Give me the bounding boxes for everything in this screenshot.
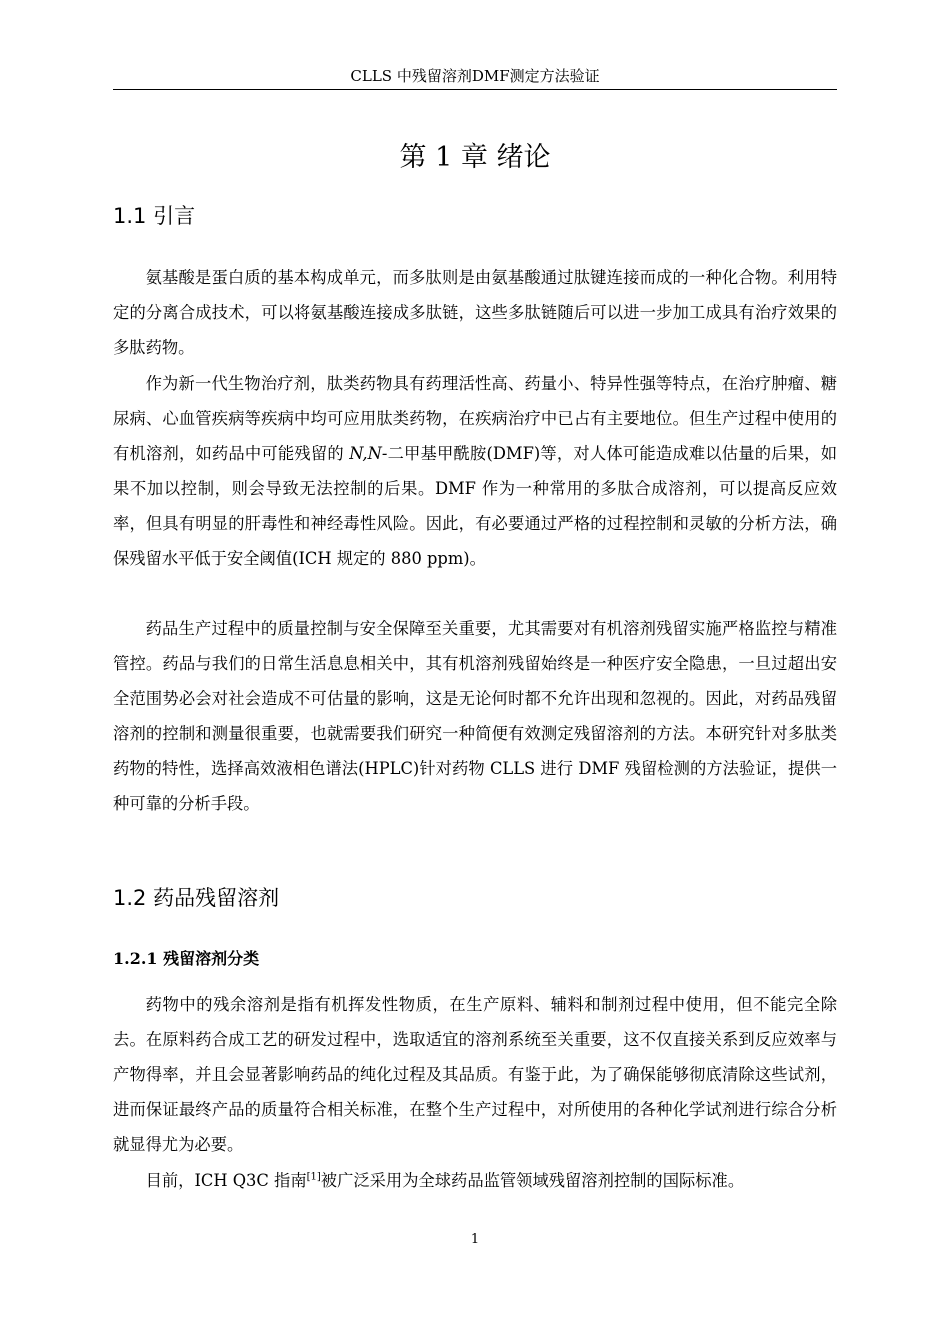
paragraph-intro-3: 药品生产过程中的质量控制与安全保障至关重要，尤其需要对有机溶剂残留实施严格监控与精准管控。药品与我们的日常生活息息相关中，其有机溶剂残留始终是一种医疗安全隐患，一旦过超出安全范围势必会对社会造成不可估量的影响，这是无论何时都不允许出现和忽视的。因此，对药品残留溶剂的控制和测量很重要，也就需要我们研究一种简便有效测定残留溶剂的方法。本研究针对多肽类药物的特性，选择高效液相色谱法(HPLC)针对药物 CLLS 进行 DMF 残留检测的方法验证，提供一种可靠的分析手段。 [113,619,837,813]
section-heading-1-1: 1.1 引言 [113,204,196,228]
page-number: 1 [470,1232,480,1247]
chapter-title: 第 1 章 绪论 [399,142,551,173]
citation-ref[interactable]: [1] [306,1171,321,1183]
paragraph-intro-2 [113,366,837,576]
paragraph-text: 作为新一代生物治疗剂，肽类药物具有药理活性高、药量小、特异性强等特点，在治疗肿瘤、糖尿病、心血管疾病等疾病中均可应用肽类药物，在疾病治疗中已占有主要地位。但生产过程中使用的有机溶剂，如药品中可能残留的 [113,374,837,463]
paragraph-solvents-2 [113,1163,837,1198]
running-header: CLLS 中残留溶剂DMF测定方法验证 [350,67,600,85]
paragraph-text: 被广泛采用为全球药品监管领域残留溶剂控制的国际标准。 [320,1171,745,1190]
chemical-prefix: N,N- [349,444,388,463]
paragraph-intro-1: 氨基酸是蛋白质的基本构成单元，而多肽则是由氨基酸通过肽键连接而成的一种化合物。利用特定的分离合成技术，可以将氨基酸连接成多肽链，这些多肽链随后可以进一步加工成具有治疗效果的多肽药物。 [113,268,837,357]
paragraph-text: 目前，ICH Q3C 指南 [145,1171,307,1190]
paragraph-solvents-1: 药物中的残余溶剂是指有机挥发性物质，在生产原料、辅料和制剂过程中使用，但不能完全除去。在原料药合成工艺的研发过程中，选取适宜的溶剂系统至关重要，这不仅直接关系到反应效率与产物得率，并且会显著影响药品的纯化过程及其品质。有鉴于此，为了确保能够彻底清除这些试剂，进而保证最终产品的质量符合相关标准，在整个生产过程中，对所使用的各种化学试剂进行综合分析就显得尤为必要。 [113,995,837,1154]
paragraph-text: 二甲基甲酰胺(DMF)等，对人体可能造成难以估量的后果，如果不加以控制，则会导致无法控制的后果。DMF 作为一种常用的多肽合成溶剂，可以提高反应效率，但具有明显的肝毒性和神经毒性风险。因此，有必要通过严格的过程控制和灵敏的分析方法，确保残留水平低于安全阈值(ICH 规定的 880 ppm)。 [113,444,837,568]
header-rule [113,89,837,90]
section-heading-1-2: 1.2 药品残留溶剂 [113,886,280,910]
subsection-heading-1-2-1: 1.2.1 残留溶剂分类 [113,949,260,968]
